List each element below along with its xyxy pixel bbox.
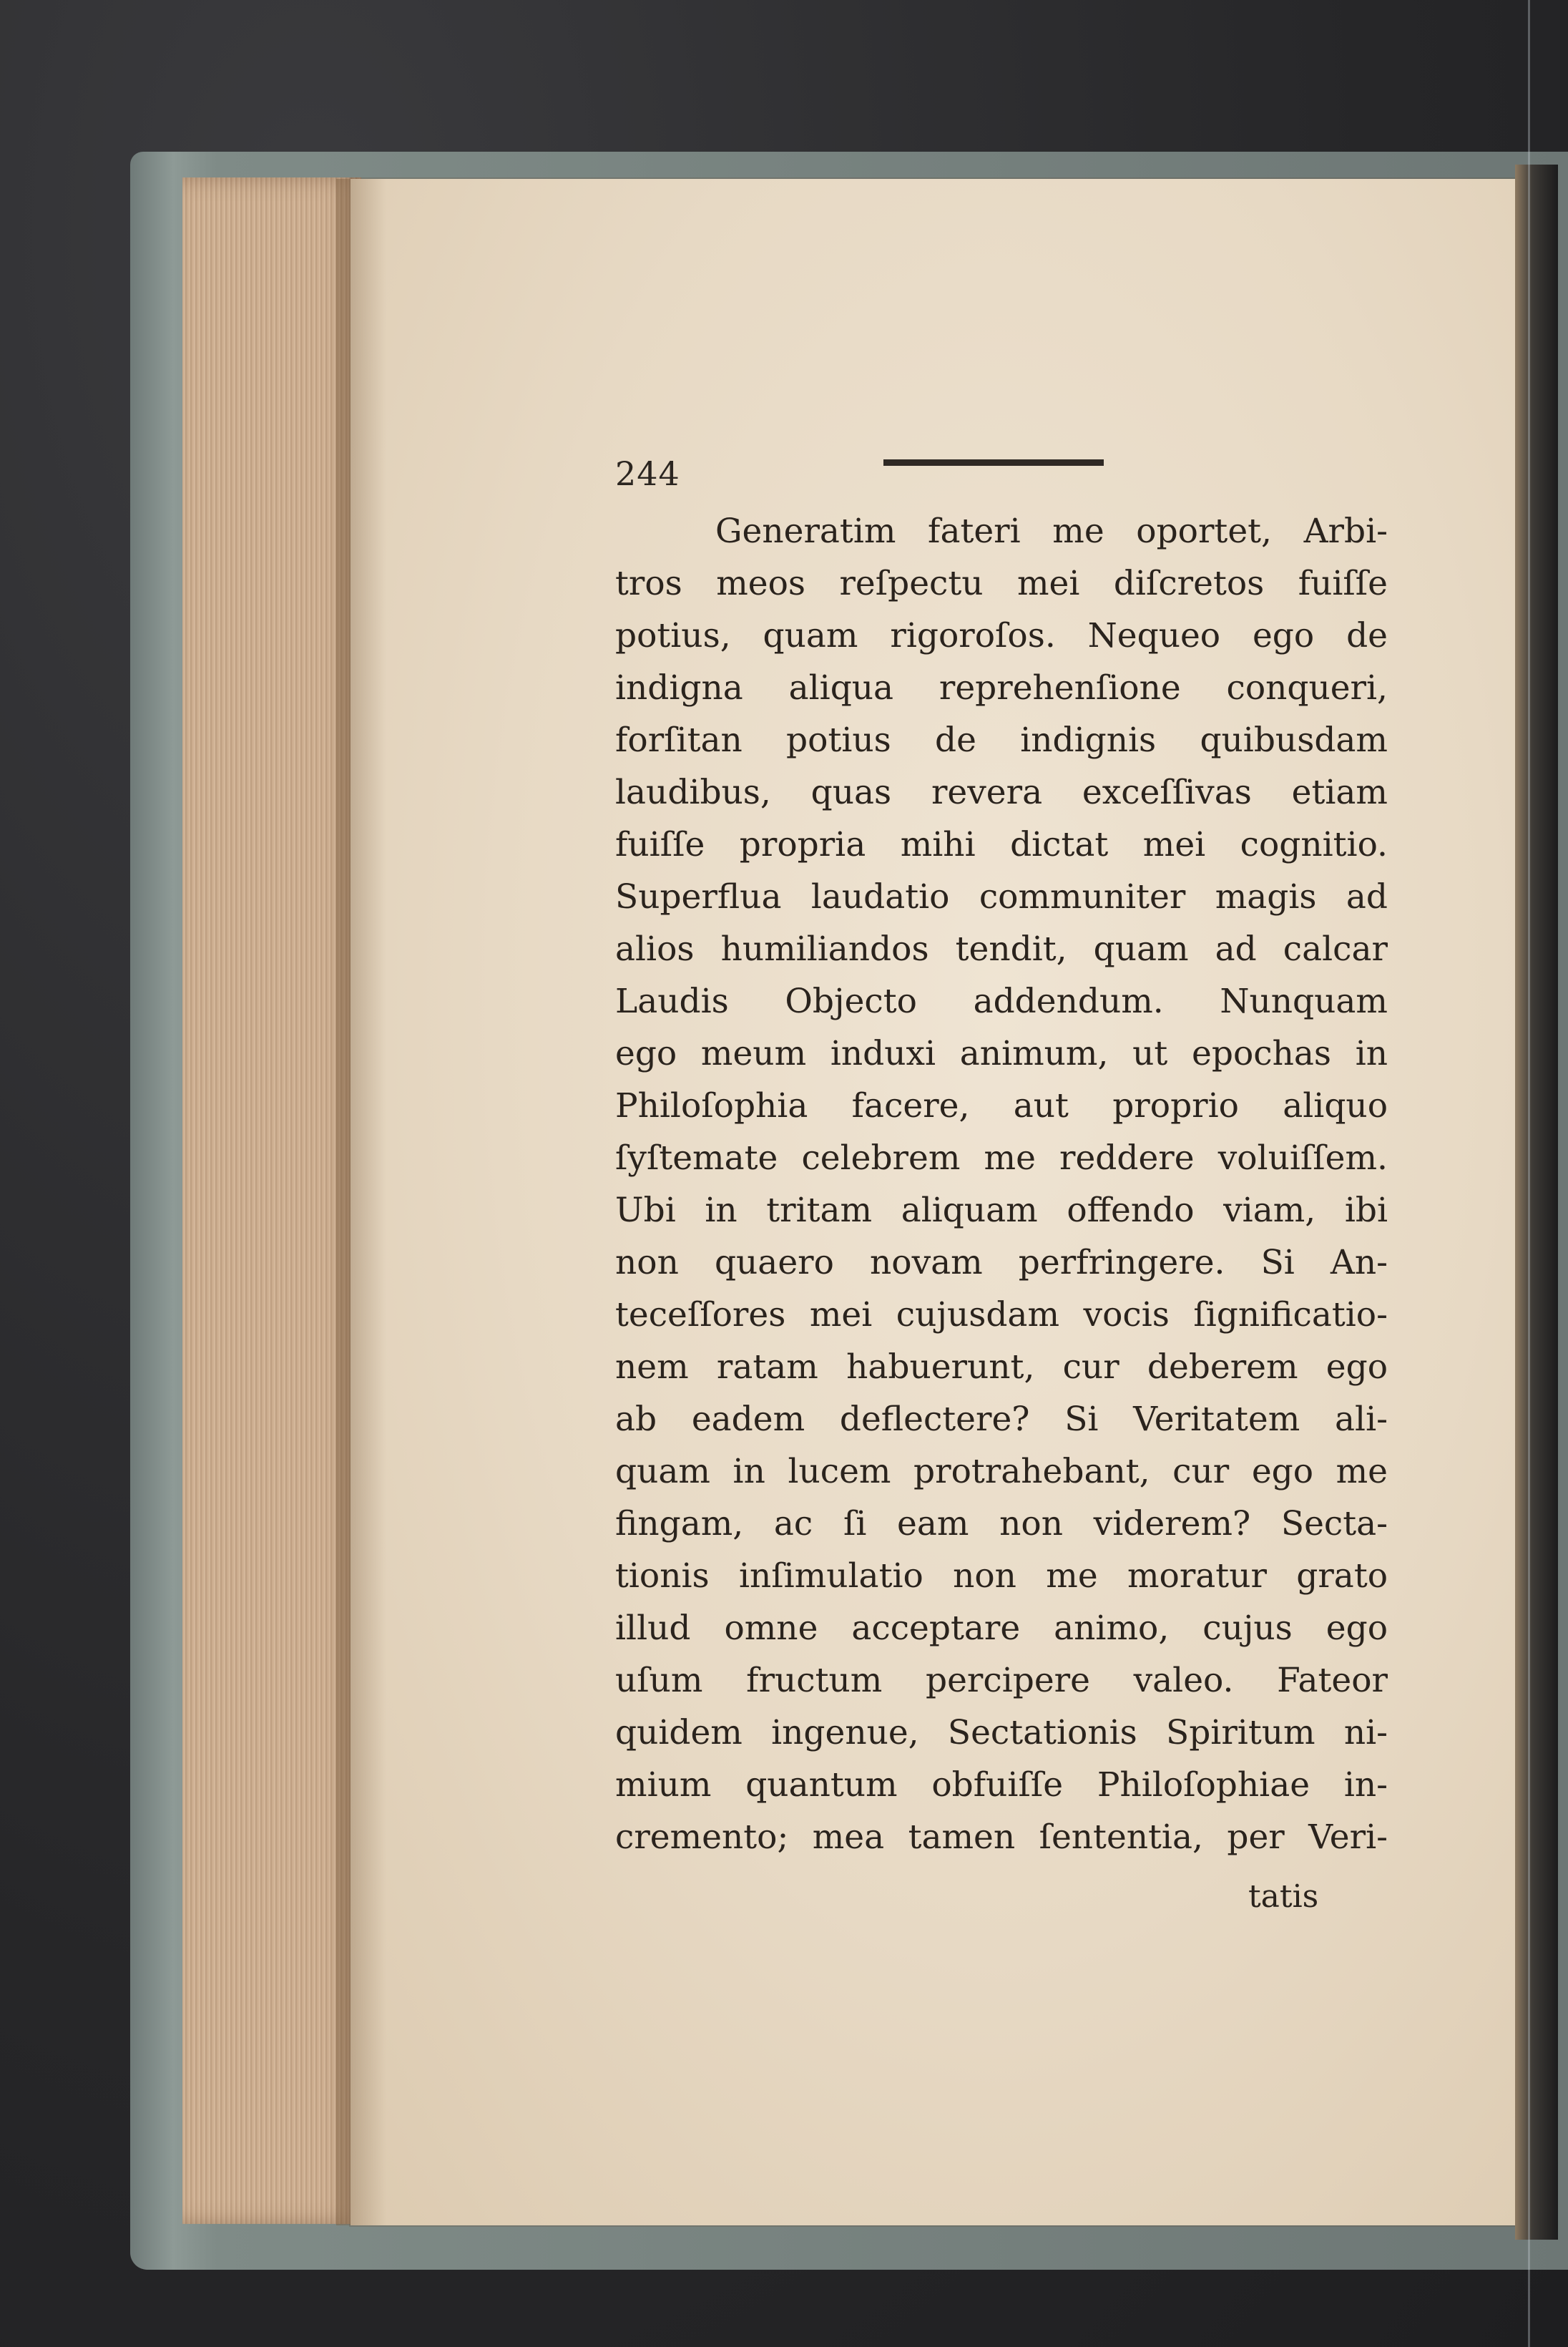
text-line: quidem ingenue, Sectationis Spiritum ni-: [615, 1713, 1388, 1752]
text-line: forſitan potius de indignis quibusdam: [615, 721, 1388, 760]
text-line: teceſſores mei cujusdam vocis ſignificatio-: [615, 1295, 1388, 1334]
text-line: Laudis Objecto addendum. Nunquam: [615, 982, 1388, 1021]
text-line: nem ratam habuerunt, cur deberem ego: [615, 1347, 1388, 1387]
text-line: ab eadem deflectere? Si Veritatem ali-: [615, 1400, 1388, 1439]
header-rule: [883, 459, 1104, 466]
text-line: quam in lucem protrahebant, cur ego me: [615, 1452, 1388, 1491]
page-number: 244: [615, 454, 680, 493]
text-line: mium quantum obfuiſſe Philoſophiae in-: [615, 1765, 1388, 1805]
text-line: indigna aliqua reprehenſione conqueri,: [615, 668, 1388, 708]
text-line: Superflua laudatio communiter magis ad: [615, 877, 1388, 917]
text-line: alios humiliandos tendit, quam ad calcar: [615, 929, 1388, 969]
text-line: illud omne acceptare animo, cujus ego: [615, 1609, 1388, 1648]
text-line: Generatim fateri me oportet, Arbi-: [715, 512, 1388, 551]
text-line: Ubi in tritam aliquam offendo viam, ibi: [615, 1191, 1388, 1230]
text-line: cremento; mea tamen ſententia, per Veri-: [615, 1817, 1388, 1857]
text-line: ſyſtemate celebrem me reddere voluiſſem.: [615, 1138, 1388, 1178]
page-block-edges: [182, 177, 361, 2224]
text-line: fingam, ac ſi eam non viderem? Secta-: [615, 1504, 1388, 1543]
catchword: tatis: [1248, 1878, 1319, 1915]
text-line: laudibus, quas revera exceſſivas etiam: [615, 773, 1388, 812]
spine-shadow: [336, 179, 386, 2225]
text-line: Philoſophia facere, aut proprio aliquo: [615, 1086, 1388, 1126]
text-line: tionis inſimulatio non me moratur grato: [615, 1556, 1388, 1596]
text-line: uſum fructum percipere valeo. Fateor: [615, 1661, 1388, 1700]
text-line: non quaero novam perfringere. Si An-: [615, 1243, 1388, 1282]
text-line: potius, quam rigoroſos. Nequeo ego de: [615, 616, 1388, 655]
text-line: tros meos reſpectu mei diſcretos fuiſſe: [615, 564, 1388, 603]
text-line: ego meum induxi animum, ut epochas in: [615, 1034, 1388, 1073]
book-page: [351, 179, 1524, 2225]
text-line: fuiſſe propria mihi dictat mei cognitio.: [615, 825, 1388, 864]
opposite-page-edge: [1515, 165, 1558, 2240]
glass-plate-edge: [1528, 0, 1530, 2347]
body-text: [615, 505, 1388, 1863]
